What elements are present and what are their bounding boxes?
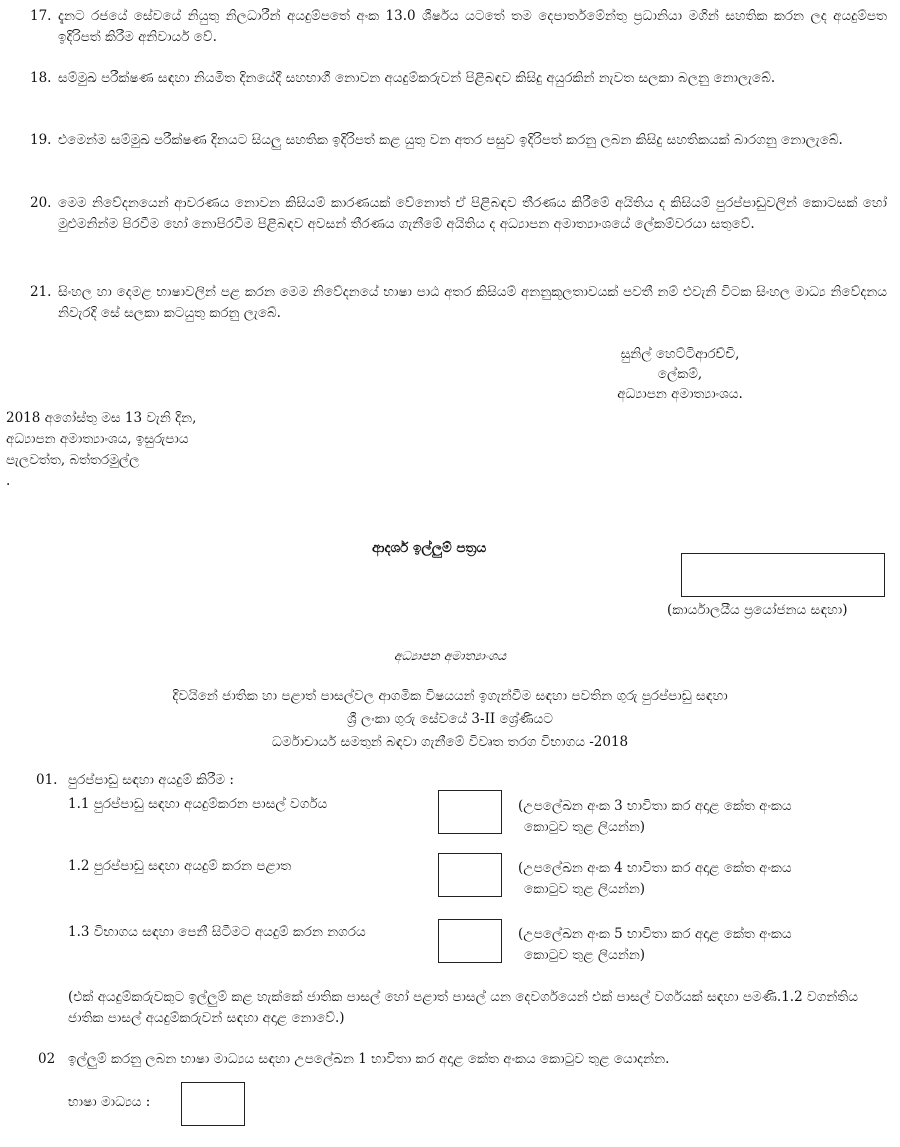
item-1-2-label: 1.2 පුරප්පාඩු සඳහා අයදුම් කරන පළාත — [68, 858, 292, 874]
signatory-name: සුනිල් හෙට්ටිආරච්චි, — [620, 346, 740, 362]
section-2-number: 02 — [38, 1051, 56, 1067]
date-location-block — [6, 408, 306, 492]
office-use-label: (කාර්යාලයීය ප්‍රයෝජනය සඳහා) — [667, 602, 848, 618]
language-medium-label: භාෂා මාධ්‍යය : — [68, 1094, 151, 1110]
item-1-1-label: 1.1 පුරප්පාඩු සඳහා අයදුම්කරන පාසල් වර්ගය — [68, 796, 328, 812]
form-title: ආදර්ශ ඉල්ලුම් පත්‍රය — [372, 540, 487, 556]
office-use-box — [681, 553, 885, 597]
exam-heading-line-2: ශ්‍රී ලංකා ගුරු සේවයේ 3-II ශ්‍රේණියට — [347, 711, 553, 727]
paragraph-text: සිංහල හා දෙමළ භාෂාවලින් පළ කරන මෙම නිවේදනයේ භාෂා පාඨ අතර කිසියම් අනනුකූලතාවයක් පවතී නම් එවැනි විටක සිංහල මාධ්‍ය නිවේදනය නිවැරදි සේ සලකා කටයුතු කරනු ලැබේ. — [58, 284, 887, 321]
exam-heading-line-3: ධර්මාචාර්ය සමතුන් බඳවා ගැනීමේ විවෘත තරග විභාගය -2018 — [271, 734, 629, 750]
paragraph-text: සම්මුඛ පරීක්ෂණ සඳහා නියමිත දිනයේදී සහභාගී නොවන අයදුම්කරුවන් පිළිබඳව කිසිදු අයුරකින් නැවත සලකා බලනු නොලැබේ. — [58, 70, 776, 86]
item-1-3-hint — [518, 924, 792, 966]
paragraph-number: 17. — [30, 8, 52, 24]
paragraph-18 — [30, 68, 890, 112]
section-1-title: පුරප්පාඩු සඳහා අයදුම් කිරීම : — [68, 772, 234, 788]
hint-line-1: (උපලේඛන අංක 5 භාවිතා කර අදාළ කේත අංකය — [518, 926, 792, 942]
paragraph-text: මෙම නිවේදනයෙන් ආවරණය නොවන කිසියම් කාරණයක් වේනොත් ඒ පිළිබඳව තීරණය කිරීමේ අයිතිය ද කිසියම් පුරප්පාඩුවලින් කොටසක් හෝ මුළුමනින්ම පිරවීම හෝ නොපිරවීම පිළිබඳව අවසන් තීරණය ගැනීමේ අයිතිය ද අධ්‍යාපන අමාත්‍යාංශයේ ලේකම්වරයා සතුවේ. — [58, 195, 887, 232]
issue-date: 2018 අගෝස්තු මස 13 වැනි දින, — [6, 410, 197, 426]
language-medium-code-box[interactable] — [181, 1082, 245, 1126]
exam-heading-line-1: දිවයිනේ ජාතික හා පළාත් පාසල්වල ආගමික විෂයයන් ඉගැන්වීම සඳහා පවතින ගුරු පුරප්පාඩු සඳහා — [172, 688, 728, 704]
paragraph-text: එමෙන්ම සම්මුඛ පරීක්ෂණ දිනයට සියලු සහතික ඉදිරිපත් කළ යුතු වන අතර පසුව ඉදිරිපත් කරනු ලබන කිසිදු සහතිකයක් බාරගනු නොලැබේ. — [58, 132, 843, 148]
paragraph-number: 19. — [30, 132, 52, 148]
signature-block — [560, 344, 800, 404]
item-1-2-hint — [518, 858, 792, 900]
trailing-dot: . — [6, 473, 11, 489]
ministry-heading: අධ්‍යාපන අමාත්‍යාංශය — [393, 648, 507, 663]
province-code-box[interactable] — [438, 853, 502, 897]
paragraph-20 — [30, 193, 890, 259]
item-1-3-label: 1.3 විභාගය සඳහා පෙනී සිටීමට අයදුම් කරන නගරය — [68, 924, 366, 940]
school-type-code-box[interactable] — [438, 790, 502, 834]
address-line-2: පැලවත්ත, බත්තරමුල්ල — [6, 452, 140, 468]
section-1-number: 01. — [36, 772, 58, 788]
section-1-note: (එක් අයදුම්කරුවකුට ඉල්ලුම් කළ හැක්කේ ජාතික පාසල් හෝ පළාත් පාසල් යන දෙවර්ගයෙන් එක් පාසල් වර්ගයක් සඳහා පමණි.1.2 වගන්තිය ජාතික පාසල් අයදුම්කරුවන් සඳහා අදාළ නොවේ.) — [68, 989, 858, 1026]
hint-line-2: කොටුව තුළ ලියන්න) — [524, 819, 646, 835]
paragraph-21 — [30, 282, 890, 326]
signatory-office: අධ්‍යාපන අමාත්‍යාංශය. — [617, 386, 743, 402]
exam-city-code-box[interactable] — [438, 919, 502, 963]
paragraph-number: 18. — [30, 70, 52, 86]
signatory-title: ලේකම්, — [657, 366, 703, 382]
address-line-1: අධ්‍යාපන අමාත්‍යාංශය, ඉසුරුපාය — [6, 431, 189, 447]
paragraph-17 — [30, 6, 890, 50]
paragraph-text: දැනට රජයේ සේවයේ නියුතු නිලධාරීන් අයදුම්පතේ අංක 13.0 ශීර්ෂය යටතේ තම දෙපාර්තමේන්තු ප්‍රධානියා මගින් සහතික කරන ලද අයදුම්පත ඉදිරිපත් කිරීම අනිවාර්ය වේ. — [58, 8, 887, 45]
paragraph-number: 21. — [30, 284, 52, 300]
item-1-1-hint — [518, 796, 792, 838]
hint-line-2: කොටුව තුළ ලියන්න) — [524, 881, 646, 897]
paragraph-number: 20. — [30, 195, 52, 211]
section-2-text: ඉල්ලුම් කරනු ලබන භාෂා මාධ්‍යය සඳහා උපලේඛන 1 භාවිතා කර අදාළ කේත අංකය කොටුව තුළ යොදන්න. — [68, 1051, 670, 1067]
paragraph-19 — [30, 130, 890, 174]
hint-line-2: කොටුව තුළ ලියන්න) — [524, 947, 646, 963]
hint-line-1: (උපලේඛන අංක 4 භාවිතා කර අදාළ කේත අංකය — [518, 860, 792, 876]
hint-line-1: (උපලේඛන අංක 3 භාවිතා කර අදාළ කේත අංකය — [518, 798, 792, 814]
